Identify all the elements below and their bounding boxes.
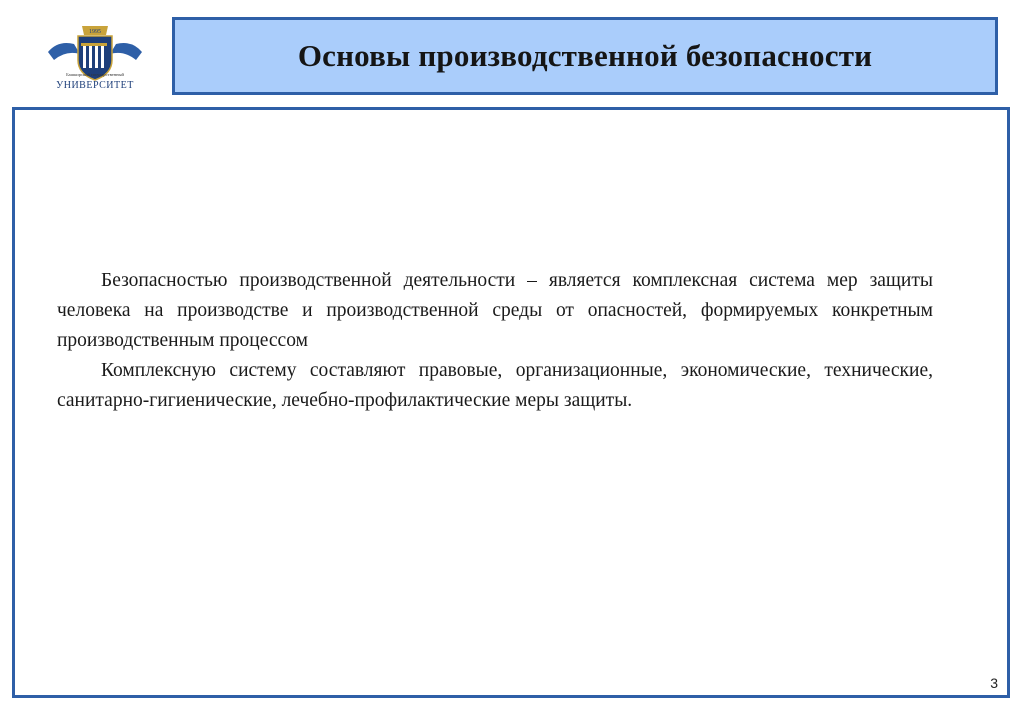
slide-title: Основы производственной безопасности	[297, 38, 873, 73]
page-number: 3	[990, 675, 998, 691]
body-text	[57, 266, 933, 416]
paragraph-definition: Безопасностью производственной деятельности – является комплексная система мер защиты человека на производстве и производственной среды от опасностей, формируемых конкретным производственным процессом	[57, 270, 933, 351]
logo-name: УНИВЕРСИТЕТ	[56, 80, 134, 91]
title-banner	[172, 17, 998, 95]
paragraph-components: Комплексную систему составляют правовые, организационные, экономические, технические, санитарно-гигиенические, лечебно-профилактические меры защиты.	[57, 360, 933, 411]
logo-subtitle: Башкирский государственный	[66, 72, 124, 77]
logo-year: 1995	[89, 29, 101, 35]
